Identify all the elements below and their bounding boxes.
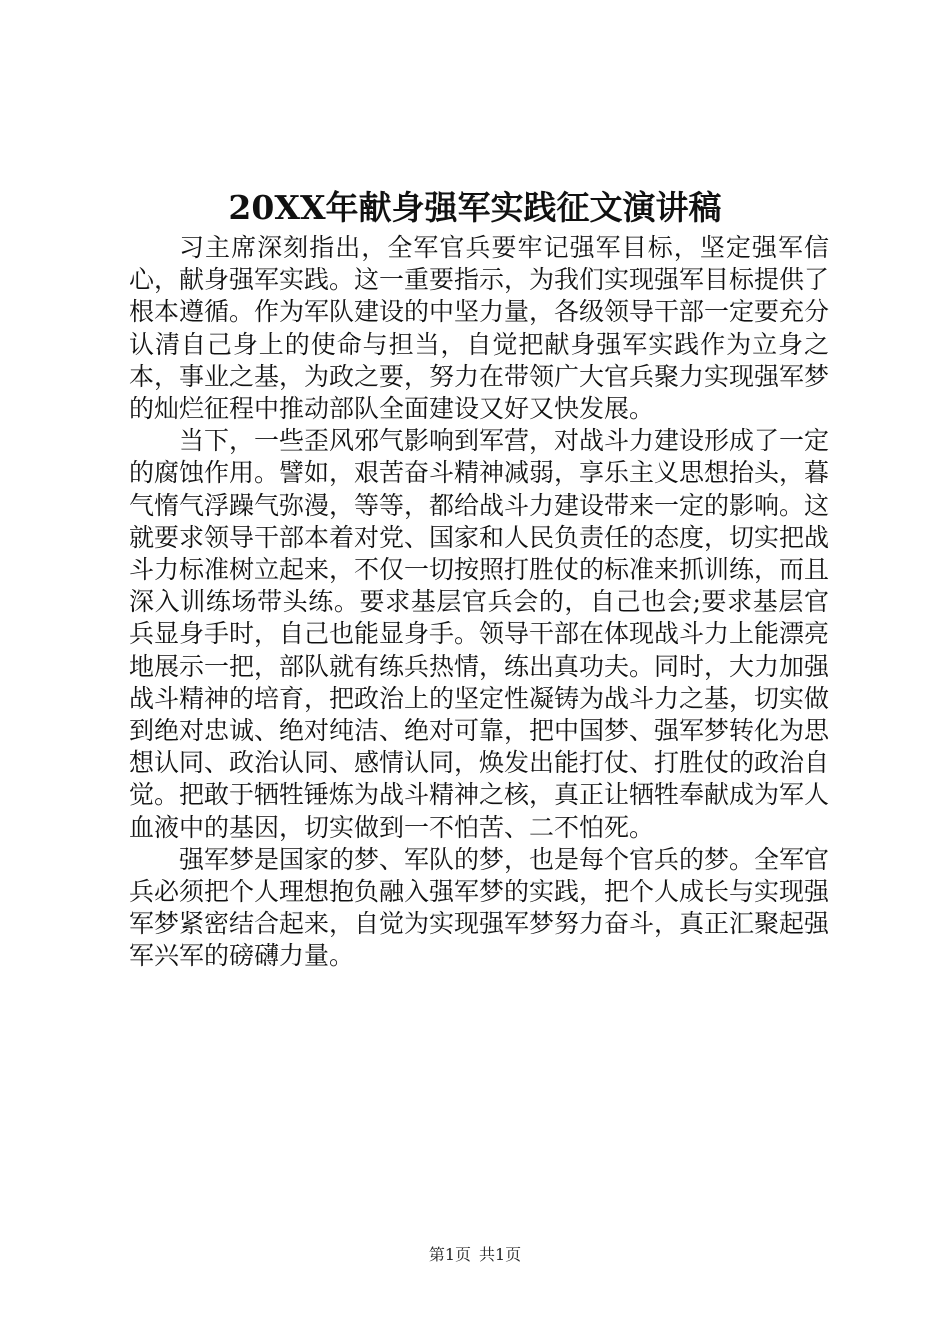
paragraph-1: 习主席深刻指出，全军官兵要牢记强军目标，坚定强军信心，献身强军实践。这一重要指示，为我们实现强军目标提供了根本遵循。作为军队建设的中坚力量，各级领导干部一定要充分认清自己身上的使命与担当，自觉把献身强军实践作为立身之本，事业之基，为政之要，努力在带领广大官兵聚力实现强军梦的灿烂征程中推动部队全面建设又好又快发展。 [129,233,830,424]
document-title: 20XX年献身强军实践征文演讲稿 [228,188,722,227]
page-number: 第1页 [428,1245,471,1264]
page-footer [0,1245,950,1265]
paragraph-3: 强军梦是国家的梦、军队的梦，也是每个官兵的梦。全军官兵必须把个人理想抱负融入强军梦的实践，把个人成长与实现强军梦紧密结合起来，自觉为实现强军梦努力奋斗，真正汇聚起强军兴军的磅礴力量。 [129,844,830,971]
paragraph-2: 当下，一些歪风邪气影响到军营，对战斗力建设形成了一定的腐蚀作用。譬如，艰苦奋斗精神减弱，享乐主义思想抬头，暮气惰气浮躁气弥漫，等等，都给战斗力建设带来一定的影响。这就要求领导干部本着对党、国家和人民负责任的态度，切实把战斗力标准树立起来，不仅一切按照打胜仗的标准来抓训练，而且深入训练场带头练。要求基层官兵会的，自己也会;要求基层官兵显身手时，自己也能显身手。领导干部在体现战斗力上能漂亮地展示一把，部队就有练兵热情，练出真功夫。同时，大力加强战斗精神的培育，把政治上的坚定性凝铸为战斗力之基，切实做到绝对忠诚、绝对纯洁、绝对可靠，把中国梦、强军梦转化为思想认同、政治认同、感情认同，焕发出能打仗、打胜仗的政治自觉。把敢于牺牲锤炼为战斗精神之核，真正让牺牲奉献成为军人血液中的基因，切实做到一不怕苦、二不怕死。 [129,426,830,842]
document-body [129,232,829,973]
page-total: 共1页 [479,1245,522,1264]
